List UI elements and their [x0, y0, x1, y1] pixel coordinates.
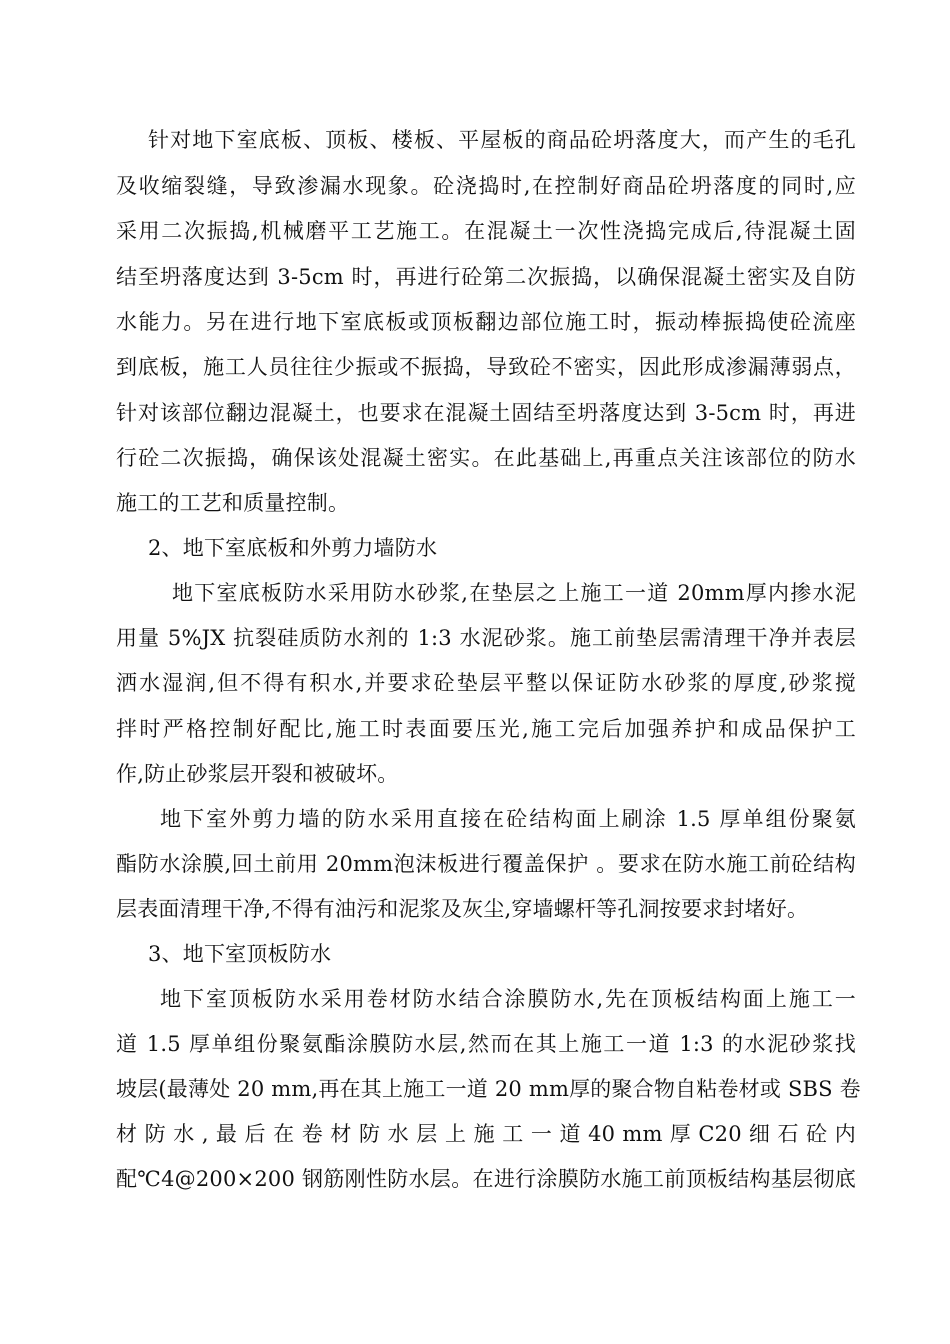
paragraph-line: 结至坍落度达到 3-5cm 时，再进行砼第二次振捣，以确保混凝土密实及自防 [116, 265, 856, 289]
paragraph-line: 行砼二次振捣，确保该处混凝土密实。在此基础上,再重点关注该部位的防水 [116, 446, 856, 470]
paragraph-line: 及收缩裂缝，导致渗漏水现象。砼浇捣时,在控制好商品砼坍落度的同时,应 [116, 174, 856, 198]
paragraph-line: 层表面清理干净,不得有油污和泥浆及灰尘,穿墙螺杆等孔洞按要求封堵好。 [116, 897, 809, 921]
paragraph-line: 地下室底板防水采用防水砂浆,在垫层之上施工一道 20mm厚内掺水泥 [172, 581, 856, 605]
paragraph-line: 针对地下室底板、顶板、楼板、平屋板的商品砼坍落度大，而产生的毛孔 [148, 128, 856, 152]
paragraph-line: 作,防止砂浆层开裂和被破坏。 [116, 762, 399, 786]
paragraph-line: 施工的工艺和质量控制。 [116, 491, 350, 515]
paragraph-line: 水能力。另在进行地下室底板或顶板翻边部位施工时，振动棒振捣使砼流座 [116, 310, 856, 334]
paragraph-line: 针对该部位翻边混凝土，也要求在混凝土固结至坍落度达到 3-5cm 时，再进 [116, 401, 856, 425]
paragraph-line: 用量 5%JX 抗裂硅质防水剂的 1:3 水泥砂浆。施工前垫层需清理干净并表层 [116, 626, 856, 650]
paragraph-line: 到底板，施工人员往往少振或不振捣，导致砼不密实，因此形成渗漏薄弱点， [116, 355, 856, 379]
paragraph-line: 洒水湿润,但不得有积水,并要求砼垫层平整以保证防水砂浆的厚度,砂浆搅 [116, 671, 856, 695]
paragraph-line: 材 防 水 , 最 后 在 卷 材 防 水 层 上 施 工 一 道 40 mm 厚 C20 细 石 砼 内 [116, 1122, 856, 1146]
section-heading: 2、地下室底板和外剪力墙防水 [148, 536, 438, 560]
paragraph-line: 配℃4@200×200 钢筋刚性防水层。在进行涂膜防水施工前顶板结构基层彻底 [116, 1167, 856, 1191]
paragraph-line: 道 1.5 厚单组份聚氨酯涂膜防水层,然而在其上施工一道 1:3 的水泥砂浆找 [116, 1032, 856, 1056]
paragraph-line: 酯防水涂膜,回土前用 20mm泡沫板进行覆盖保护 。要求在防水施工前砼结构 [116, 852, 856, 876]
paragraph-line: 地下室顶板防水采用卷材防水结合涂膜防水,先在顶板结构面上施工一 [160, 987, 856, 1011]
paragraph-line: 采用二次振捣,机械磨平工艺施工。在混凝土一次性浇捣完成后,待混凝土固 [116, 219, 856, 243]
paragraph-line: 拌时严格控制好配比,施工时表面要压光,施工完后加强养护和成品保护工 [116, 717, 856, 741]
paragraph-line: 地下室外剪力墙的防水采用直接在砼结构面上刷涂 1.5 厚单组份聚氨 [160, 807, 856, 831]
section-heading: 3、地下室顶板防水 [148, 942, 332, 966]
paragraph-line: 坡层(最薄处 20 mm,再在其上施工一道 20 mm厚的聚合物自粘卷材或 SBS 卷 [116, 1077, 861, 1101]
